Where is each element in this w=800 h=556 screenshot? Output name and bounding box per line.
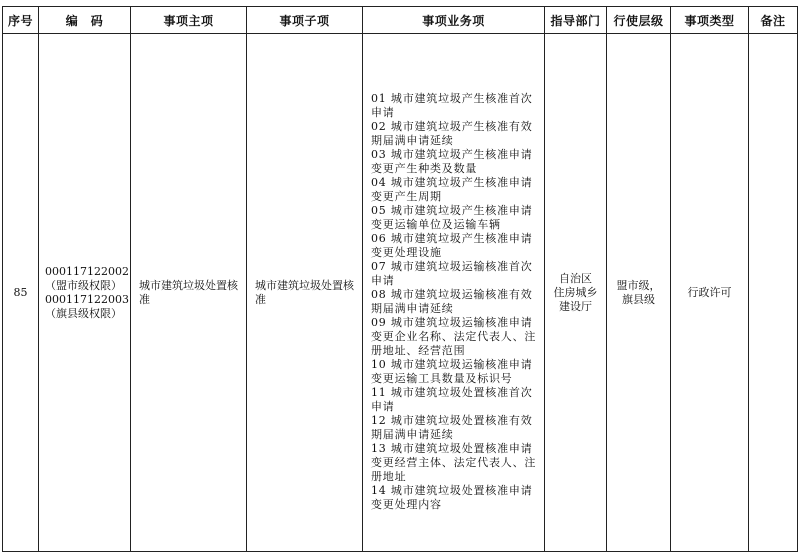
row-remark [749,34,798,552]
header-code: 编 码 [39,7,131,34]
code-line: 000117122003 [45,292,129,306]
level-line: 盟市级， [616,278,661,292]
header-type: 事项类型 [671,7,749,34]
row-code [39,34,131,552]
business-item: 11 城市建筑垃圾处置核准首次申请 [371,385,533,413]
row-sub-item: 城市建筑垃圾处置核准 [247,34,363,552]
business-item: 14 城市建筑垃圾处置核准申请变更处理内容 [371,483,533,511]
table-row [3,34,798,552]
code-line: （旗县级权限） [45,306,122,320]
business-item: 09 城市建筑垃圾运输核准申请变更企业名称、法定代表人、注册地址、经营范围 [371,315,537,357]
header-row [3,7,798,34]
guide-dept-line: 自治区 [559,271,592,285]
code-line: 000117122002 [45,264,129,278]
row-business-items [363,34,545,552]
business-item: 04 城市建筑垃圾产生核准申请变更产生周期 [371,175,533,203]
business-item: 12 城市建筑垃圾处置核准有效期届满申请延续 [371,413,533,441]
business-item-list [371,92,538,512]
business-item: 10 城市建筑垃圾运输核准申请变更运输工具数量及标识号 [371,357,533,385]
items-table [2,6,798,552]
business-item: 05 城市建筑垃圾产生核准申请变更运输单位及运输车辆 [371,203,533,231]
level-line: 旗县级 [622,292,655,306]
row-level [607,34,671,552]
guide-dept-line: 建设厅 [559,299,592,313]
header-level: 行使层级 [607,7,671,34]
row-seq: 85 [3,34,39,552]
row-guide-dept [545,34,607,552]
business-item: 02 城市建筑垃圾产生核准有效期届满申请延续 [371,119,533,147]
business-item: 03 城市建筑垃圾产生核准申请变更产生种类及数量 [371,147,533,175]
header-business-item: 事项业务项 [363,7,545,34]
header-seq: 序号 [3,7,39,34]
business-item: 01 城市建筑垃圾产生核准首次申请 [371,91,533,119]
header-remark: 备注 [749,7,798,34]
business-item: 13 城市建筑垃圾处置核准申请变更经营主体、法定代表人、注册地址 [371,441,537,483]
header-main-item: 事项主项 [131,7,247,34]
row-type: 行政许可 [671,34,749,552]
business-item: 07 城市建筑垃圾运输核准首次申请 [371,259,533,287]
business-item: 06 城市建筑垃圾产生核准申请变更处理设施 [371,231,533,259]
header-sub-item: 事项子项 [247,7,363,34]
guide-dept-line: 住房城乡 [553,285,598,299]
header-guide-dept: 指导部门 [545,7,607,34]
row-main-item: 城市建筑垃圾处置核准 [131,34,247,552]
business-item: 08 城市建筑垃圾运输核准有效期届满申请延续 [371,287,533,315]
code-line: （盟市级权限） [45,278,122,292]
